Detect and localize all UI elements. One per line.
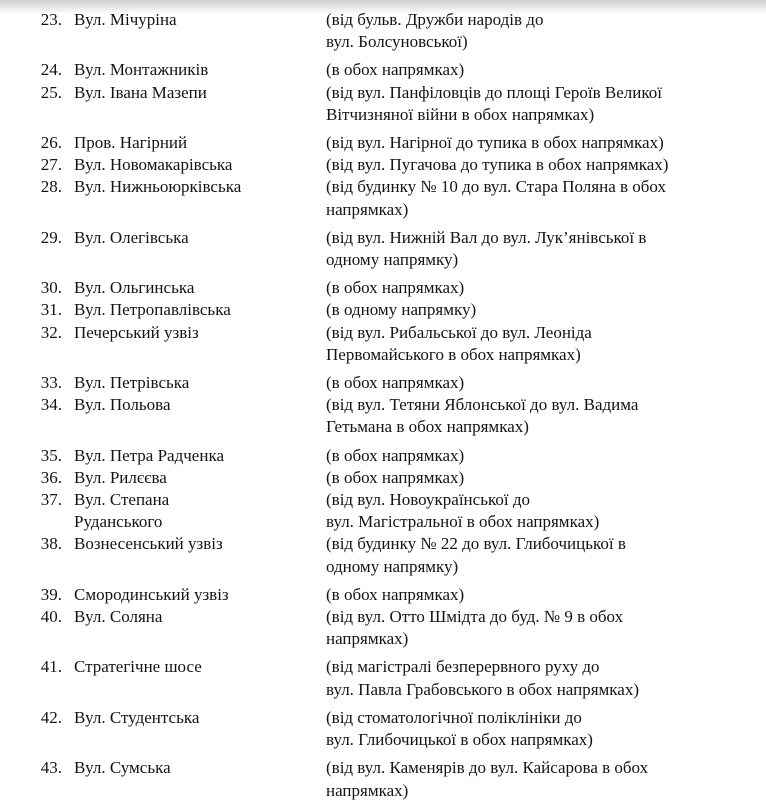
street-name-line: Вул. Ольгинська bbox=[74, 278, 195, 298]
street-name-line: Вул. Степана bbox=[74, 490, 170, 510]
segment-description-line: Вітчизняної війни в обох напрямках) bbox=[326, 104, 595, 124]
street-name bbox=[62, 59, 288, 81]
segment-description bbox=[288, 584, 688, 606]
street-name bbox=[62, 176, 288, 220]
street-name-line: Вул. Рилєєва bbox=[74, 467, 167, 487]
street-name bbox=[62, 154, 288, 176]
street-name bbox=[62, 9, 288, 53]
item-number: 29. bbox=[40, 227, 62, 247]
segment-description-line: Первомайського в обох напрямках) bbox=[326, 344, 581, 364]
list-item bbox=[0, 176, 766, 220]
item-number: 26. bbox=[40, 133, 62, 153]
street-name bbox=[62, 656, 288, 700]
item-number: 27. bbox=[40, 155, 62, 175]
street-name bbox=[62, 467, 288, 489]
street-list-document bbox=[0, 9, 766, 802]
street-name bbox=[62, 533, 288, 577]
segment-description-line: напрямках) bbox=[326, 199, 409, 219]
segment-description-line: (від магістралі безперервного руху до bbox=[326, 657, 600, 677]
street-name-line: Вул. Студентська bbox=[74, 707, 200, 727]
segment-description bbox=[288, 299, 688, 321]
segment-description-line: (в обох напрямках) bbox=[326, 467, 465, 487]
list-item bbox=[0, 489, 766, 533]
segment-description bbox=[288, 154, 688, 176]
segment-description bbox=[288, 59, 688, 81]
segment-description-line: (від будинку № 10 до вул. Стара Поляна в обох bbox=[326, 177, 666, 197]
item-number: 36. bbox=[40, 467, 62, 487]
segment-description bbox=[288, 606, 688, 650]
segment-description bbox=[288, 757, 688, 801]
segment-description-line: (від вул. Рибальської до вул. Леоніда bbox=[326, 322, 592, 342]
item-number: 37. bbox=[40, 490, 62, 510]
segment-description bbox=[288, 277, 688, 299]
street-name-line: Пров. Нагірний bbox=[74, 133, 188, 153]
street-name bbox=[62, 322, 288, 366]
segment-description-line: (від вул. Пугачова до тупика в обох напрямках) bbox=[326, 155, 669, 175]
item-number: 25. bbox=[40, 82, 62, 102]
item-number: 41. bbox=[40, 657, 62, 677]
street-name-line: Вул. Соляна bbox=[74, 607, 163, 627]
street-name-line: Вул. Польова bbox=[74, 395, 171, 415]
segment-description-line: одному напрямку) bbox=[326, 556, 459, 576]
list-item bbox=[0, 227, 766, 271]
segment-description-line: (від вул. Каменярів до вул. Кайсарова в обох bbox=[326, 758, 649, 778]
street-name bbox=[62, 757, 288, 801]
street-name-line: Вул. Монтажників bbox=[74, 60, 209, 80]
segment-description-line: (від вул. Тетяни Яблонської до вул. Вадима bbox=[326, 395, 639, 415]
segment-description-line: (від вул. Нагірної до тупика в обох напрямках) bbox=[326, 133, 664, 153]
item-number: 38. bbox=[40, 534, 62, 554]
segment-description-line: напрямках) bbox=[326, 780, 409, 800]
item-number: 23. bbox=[40, 10, 62, 29]
segment-description bbox=[288, 372, 688, 394]
item-number: 31. bbox=[40, 300, 62, 320]
segment-description bbox=[288, 176, 688, 220]
list-item bbox=[0, 656, 766, 700]
list-item bbox=[0, 154, 766, 176]
list-item bbox=[0, 9, 766, 53]
street-name bbox=[62, 277, 288, 299]
item-number: 30. bbox=[40, 278, 62, 298]
street-name bbox=[62, 606, 288, 650]
segment-description-line: одному напрямку) bbox=[326, 250, 459, 270]
list-item bbox=[0, 533, 766, 577]
list-item bbox=[0, 707, 766, 751]
list-item bbox=[0, 372, 766, 394]
street-name bbox=[62, 299, 288, 321]
item-number: 32. bbox=[40, 322, 62, 342]
segment-description bbox=[288, 227, 688, 271]
street-name-line: Вул. Нижньоюрківська bbox=[74, 177, 242, 197]
list-item bbox=[0, 757, 766, 801]
segment-description bbox=[288, 82, 688, 126]
segment-description-line: вул. Глибочицької в обох напрямках) bbox=[326, 730, 593, 750]
item-number: 43. bbox=[40, 758, 62, 778]
segment-description-line: (від вул. Панфіловців до площі Героїв Великої bbox=[326, 82, 662, 102]
street-name-line: Вознесенський узвіз bbox=[74, 534, 223, 554]
segment-description-line: (в обох напрямках) bbox=[326, 584, 465, 604]
street-name-line: Руданського bbox=[74, 512, 163, 532]
segment-description-line: (в обох напрямках) bbox=[326, 445, 465, 465]
segment-description-line: (від бульв. Дружби народів до bbox=[326, 10, 544, 29]
item-number: 40. bbox=[40, 607, 62, 627]
segment-description bbox=[288, 9, 688, 53]
segment-description bbox=[288, 489, 688, 533]
street-name-line: Стратегічне шосе bbox=[74, 657, 202, 677]
item-number: 35. bbox=[40, 445, 62, 465]
segment-description-line: (від будинку № 22 до вул. Глибочицької в bbox=[326, 534, 626, 554]
segment-description-line: вул. Павла Грабовського в обох напрямках) bbox=[326, 679, 640, 699]
list-item bbox=[0, 467, 766, 489]
list-item bbox=[0, 299, 766, 321]
street-name-line: Вул. Петрівська bbox=[74, 373, 190, 393]
item-number: 24. bbox=[40, 60, 62, 80]
segment-description bbox=[288, 467, 688, 489]
segment-description-line: напрямках) bbox=[326, 629, 409, 649]
street-name bbox=[62, 132, 288, 154]
street-name-line: Вул. Івана Мазепи bbox=[74, 82, 207, 102]
list-item bbox=[0, 394, 766, 438]
segment-description-line: (від вул. Новоукраїнської до bbox=[326, 490, 530, 510]
street-name-line: Вул. Сумська bbox=[74, 758, 171, 778]
segment-description-line: (в обох напрямках) bbox=[326, 373, 465, 393]
segment-description-line: (в обох напрямках) bbox=[326, 60, 465, 80]
list-item bbox=[0, 82, 766, 126]
street-name bbox=[62, 445, 288, 467]
street-name bbox=[62, 394, 288, 438]
street-name-line: Вул. Олегівська bbox=[74, 227, 189, 247]
segment-description-line: вул. Болсуновської) bbox=[326, 32, 468, 52]
segment-description-line: (в обох напрямках) bbox=[326, 278, 465, 298]
item-number: 33. bbox=[40, 373, 62, 393]
list-item bbox=[0, 322, 766, 366]
street-name-line: Вул. Мічуріна bbox=[74, 10, 177, 29]
street-name-line: Вул. Петра Радченка bbox=[74, 445, 224, 465]
list-item bbox=[0, 584, 766, 606]
segment-description bbox=[288, 322, 688, 366]
segment-description-line: Гетьмана в обох напрямках) bbox=[326, 417, 529, 437]
street-name-line: Печерський узвіз bbox=[74, 322, 199, 342]
list-item bbox=[0, 606, 766, 650]
segment-description-line: вул. Магістральної в обох напрямках) bbox=[326, 512, 600, 532]
street-name bbox=[62, 584, 288, 606]
street-name bbox=[62, 489, 288, 533]
street-name bbox=[62, 707, 288, 751]
segment-description-line: (від стоматологічної поліклініки до bbox=[326, 707, 582, 727]
list-item bbox=[0, 277, 766, 299]
item-number: 39. bbox=[40, 584, 62, 604]
segment-description-line: (в одному напрямку) bbox=[326, 300, 477, 320]
segment-description bbox=[288, 707, 688, 751]
item-number: 42. bbox=[40, 707, 62, 727]
segment-description-line: (від вул. Отто Шмідта до буд. № 9 в обох bbox=[326, 607, 624, 627]
street-name bbox=[62, 372, 288, 394]
street-name-line: Вул. Петропавлівська bbox=[74, 300, 231, 320]
list-item bbox=[0, 445, 766, 467]
segment-description bbox=[288, 533, 688, 577]
segment-description bbox=[288, 445, 688, 467]
street-name-line: Вул. Новомакарівська bbox=[74, 155, 233, 175]
item-number: 34. bbox=[40, 395, 62, 415]
list-item bbox=[0, 132, 766, 154]
street-name bbox=[62, 82, 288, 126]
segment-description bbox=[288, 656, 688, 700]
list-item bbox=[0, 59, 766, 81]
segment-description bbox=[288, 394, 688, 438]
item-number: 28. bbox=[40, 177, 62, 197]
street-name bbox=[62, 227, 288, 271]
segment-description bbox=[288, 132, 688, 154]
street-name-line: Смородинський узвіз bbox=[74, 584, 229, 604]
segment-description-line: (від вул. Нижній Вал до вул. Лук’янівської в bbox=[326, 227, 647, 247]
